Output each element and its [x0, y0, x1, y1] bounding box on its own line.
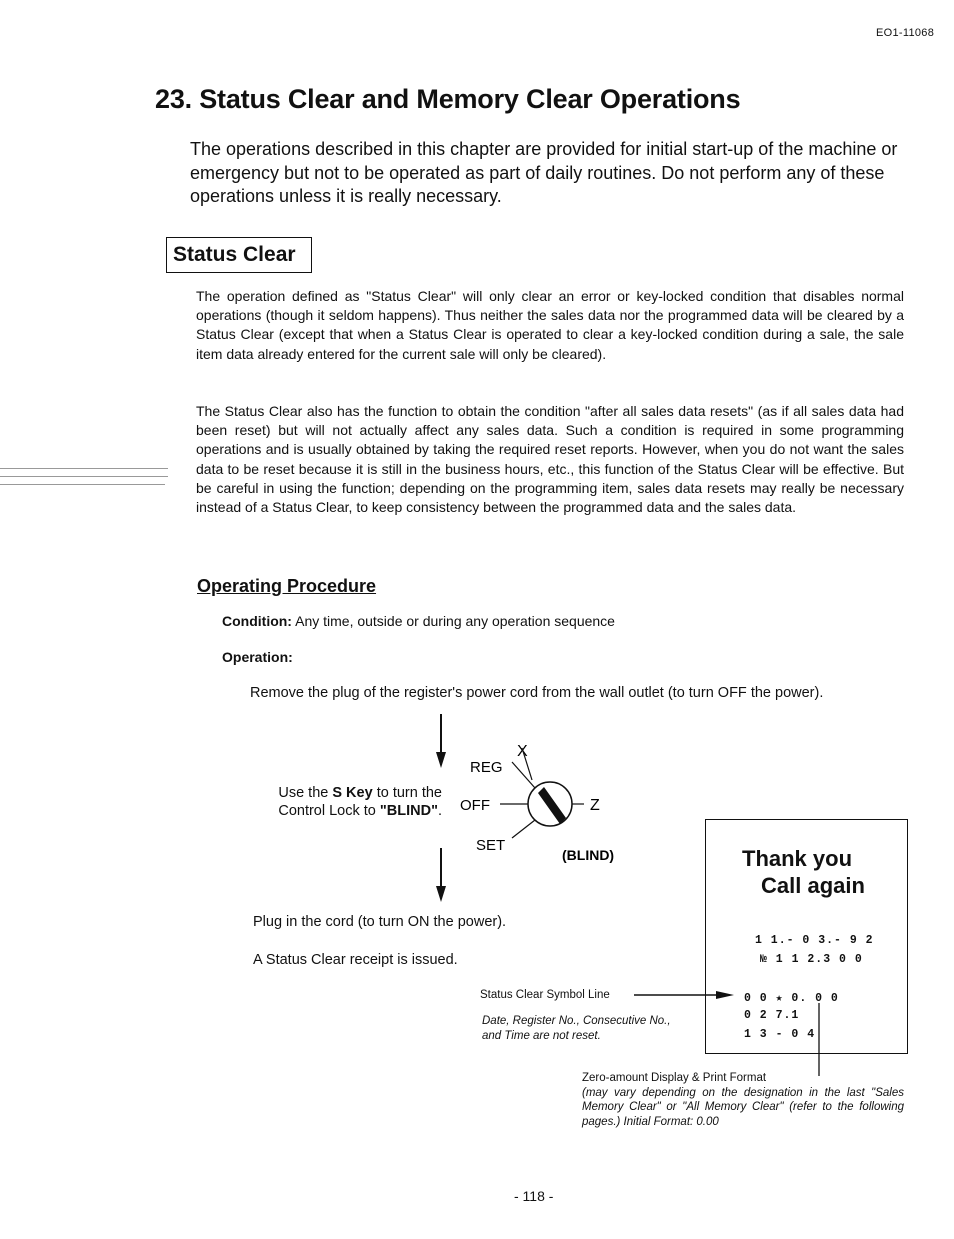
- receipt-call-again: Call again: [761, 873, 865, 898]
- step-receipt-issued: A Status Clear receipt is issued.: [253, 952, 458, 968]
- condition-line: [222, 613, 615, 629]
- lock-pos-x: X: [517, 743, 528, 760]
- step-unplug: Remove the plug of the register's power cord from the wall outlet (to turn OFF the power).: [250, 685, 824, 701]
- use-pre: Use the: [278, 785, 333, 801]
- not-reset-note: Date, Register No., Consecutive No., and Time are not reset.: [482, 1015, 671, 1042]
- receipt-time: 1 3 - 0 4: [744, 1028, 816, 1041]
- control-lock-diagram: [437, 738, 640, 868]
- lock-pos-blind: (BLIND): [562, 847, 615, 863]
- condition-label: Condition:: [222, 613, 292, 629]
- receipt-thank-you: Thank you: [742, 846, 853, 871]
- lock-pos-set: SET: [476, 837, 506, 854]
- procedure-heading: Operating Procedure: [197, 576, 377, 596]
- intro-paragraph: The operations described in this chapter are provided for initial start-up of the machine or emergency but not to be operated as part of daily routines. Do not perform any of these operations unless it is really necessary.: [190, 139, 898, 206]
- s-key-label: S Key: [332, 785, 373, 801]
- lock-key-pointer: [538, 787, 566, 824]
- section-heading-status-clear: Status Clear: [166, 237, 312, 273]
- lock-pos-off: OFF: [460, 797, 490, 814]
- status-clear-paragraph-1: The operation defined as "Status Clear" will only clear an error or key-locked condition that disables normal operations (though it seldom happens). Thus neither the sales data nor the programmed data will be cleared by a Status Clear (except that when a Status Clear is operated to clear a key-locked condition during a sale, the sale item data already entered for the current sale will only be cleared).: [196, 288, 904, 362]
- zero-amount-detail: (may vary depending on the designation in the last "Sales Memory Clear" or "All Memory Clear" (refer to the following pages.) Initial Format: 0.00: [582, 1086, 904, 1128]
- blind-label: "BLIND": [379, 803, 438, 819]
- use-end: .: [437, 803, 442, 819]
- symbol-line-label: Status Clear Symbol Line: [480, 989, 610, 1001]
- step-plug-in: Plug in the cord (to turn ON the power).: [253, 914, 507, 930]
- lock-pos-reg: REG: [470, 759, 503, 776]
- zero-amount-title: Zero-amount Display & Print Format: [582, 1072, 767, 1084]
- page-title: 23. Status Clear and Memory Clear Operations: [155, 84, 741, 114]
- condition-text: Any time, outside or during any operation sequence: [291, 613, 615, 629]
- step-turn-lock: [250, 784, 442, 820]
- page-number: - 118 -: [514, 1188, 554, 1204]
- lock-pos-z: Z: [590, 797, 600, 814]
- zero-amount-note: [582, 1071, 904, 1129]
- margin-rule: [0, 484, 165, 485]
- document-id: EO1-11068: [876, 27, 935, 39]
- margin-rule: [0, 468, 168, 469]
- receipt-register-no: 0 2 7.1: [744, 1009, 800, 1022]
- receipt-symbol-line: 0 0 ★ 0. 0 0: [744, 992, 839, 1005]
- down-arrow-2-head: [436, 886, 446, 902]
- receipt-number: № 1 1 2.3 0 0: [760, 953, 863, 966]
- operation-label: Operation:: [222, 649, 293, 665]
- margin-rule: [0, 476, 168, 477]
- receipt-date: 1 1.- 0 3.- 9 2: [755, 934, 874, 947]
- use-mid: to turn the: [372, 785, 442, 801]
- status-clear-paragraph-2: The Status Clear also has the function to obtain the condition "after all sales data resets" (as if all sales data had been reset) but will not actually affect any sales data. Such a condition is required in some programming operations and is usually obtained by taking the required reset reports. However, when you do not want the sales data to be reset because it is still in the business hours, etc., this function of the Status Clear will be effective. But be careful in using the function; depending on the programming item, sales data resets may really be necessary instead of a Status Clear, to keep consistency between the programmed data and the sales data.: [196, 403, 904, 516]
- use-line2: Control Lock to: [278, 803, 380, 819]
